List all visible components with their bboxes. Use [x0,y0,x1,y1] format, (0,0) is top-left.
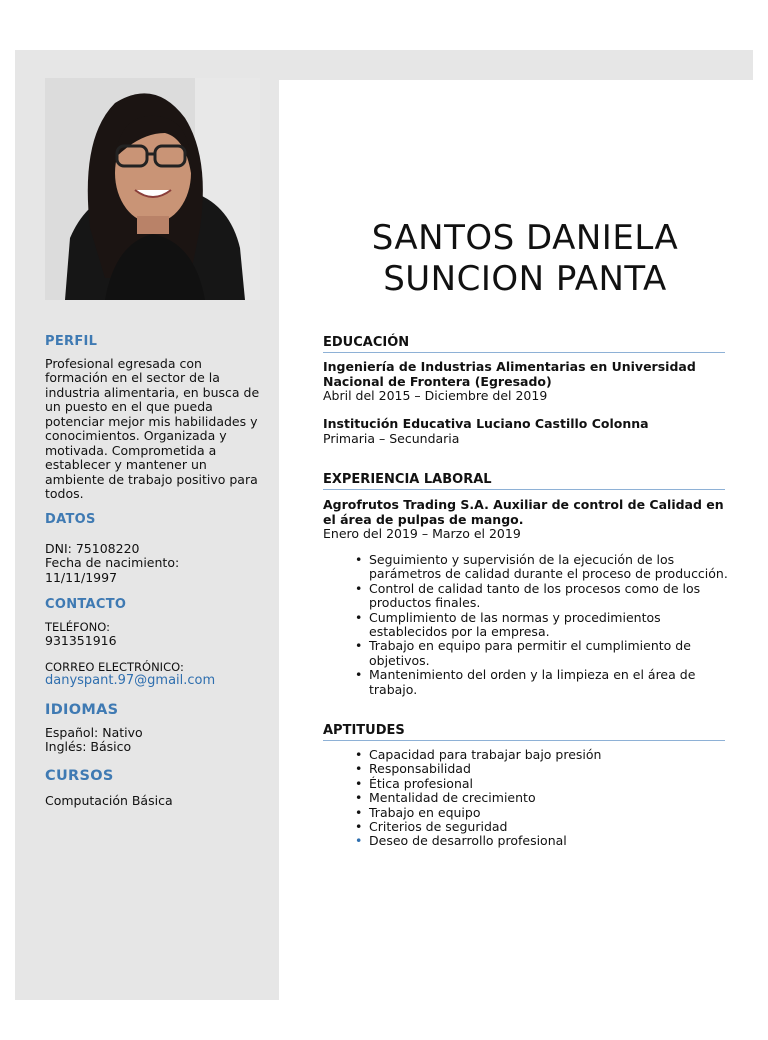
list-item: • Criterios de seguridad [355,820,735,834]
list-item: • Capacidad para trabajar bajo presión [355,748,735,762]
birth-label: Fecha de nacimiento: [45,555,180,570]
phone-value: 931351916 [45,633,117,648]
full-name [325,218,725,300]
idiomas-section [45,703,265,755]
education-detail: Abril del 2015 – Diciembre del 2019 [323,388,548,403]
job-tasks-list [355,553,735,697]
job-heading: Agrofrutos Trading S.A. Auxiliar de control de Calidad en el área de pulpas de mango. [323,497,724,527]
education-heading: Ingeniería de Industrias Alimentarias en Universidad Nacional de Frontera (Egresado) [323,359,696,389]
list-item: • Trabajo en equipo [355,806,735,820]
contacto-section [45,598,265,689]
email-link[interactable]: danyspant.97@gmail.com [45,673,216,688]
aptitudes-list [355,748,735,849]
list-item: • Seguimiento y supervisión de la ejecución de los parámetros de calidad durante el proceso de producción. [355,553,735,582]
cursos-title: CURSOS [45,768,114,784]
phone-label: TELÉFONO: [45,619,110,634]
dni: DNI: 75108220 [45,540,140,556]
name-line-2: SUNCION PANTA [383,259,667,299]
list-item: • Mantenimiento del orden y la limpieza en el área de trabajo. [355,668,735,697]
educacion-title: EDUCACIÓN [323,335,725,353]
perfil-text: Profesional egresada con formación en el sector de la industria alimentaria, en busca de un puesto en el que pueda potenciar mejor mis habilidades y conocimientos. Organizada y motivada. Comprometida a establecer y mantener un ambiente de trabajo positivo para todos. [45,355,260,501]
name-line-1: SANTOS DANIELA [371,218,679,258]
birth-value: 11/11/1997 [45,569,118,585]
education-detail: Primaria – Secundaria [323,430,460,446]
aptitudes-title: APTITUDES [323,723,725,741]
idiomas-title: IDIOMAS [45,702,119,718]
list-item: • Mentalidad de crecimiento [355,791,735,805]
education-heading: Institución Educativa Luciano Castillo Colonna [323,416,649,431]
profile-photo [45,78,260,300]
curso-item: Computación Básica [45,792,173,808]
idioma-item: Inglés: Básico [45,739,132,754]
idioma-item: Español: Nativo [45,724,143,740]
perfil-title: PERFIL [45,334,98,349]
header-band [279,50,753,80]
email-label: CORREO ELECTRÓNICO: [45,659,184,674]
experiencia-title: EXPERIENCIA LABORAL [323,472,725,490]
datos-section [45,513,265,585]
datos-title: DATOS [45,512,96,527]
list-item: • Responsabilidad [355,762,735,776]
job-dates: Enero del 2019 – Marzo el 2019 [323,526,521,541]
perfil-section [45,335,265,502]
list-item: • Ética profesional [355,777,735,791]
education-entry [323,360,728,404]
job-entry [323,498,728,542]
education-entry [323,417,728,446]
list-item: • Cumplimiento de las normas y procedimientos establecidos por la empresa. [355,611,735,640]
list-item: • Control de calidad tanto de los procesos como de los productos finales. [355,582,735,611]
list-item: • Deseo de desarrollo profesional [355,834,735,848]
cursos-section [45,769,265,808]
contacto-title: CONTACTO [45,597,127,612]
list-item: • Trabajo en equipo para permitir el cumplimiento de objetivos. [355,639,735,668]
